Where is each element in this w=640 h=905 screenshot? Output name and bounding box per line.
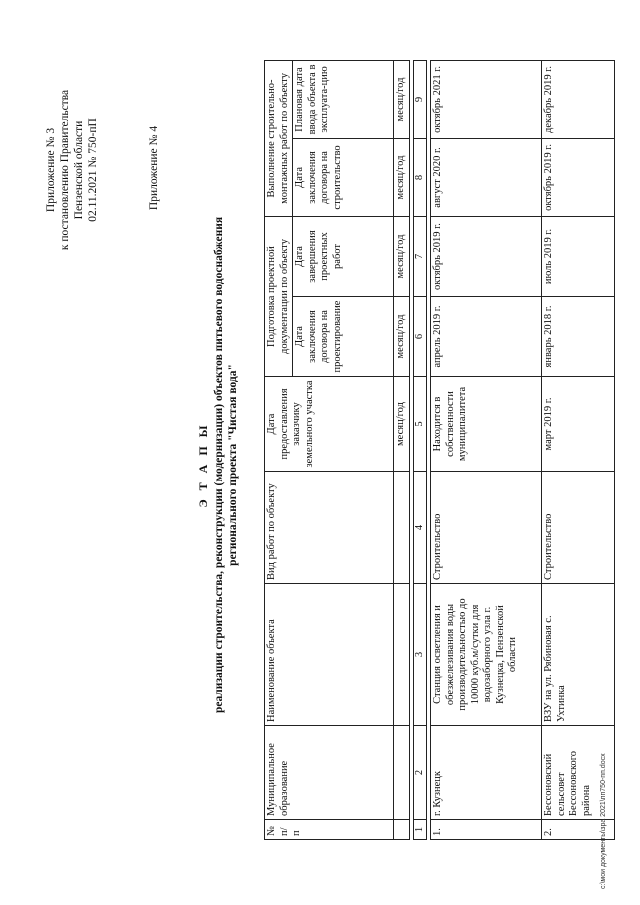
row-design-complete: июль 2019 г.: [542, 216, 615, 296]
unit-cell: месяц/год: [394, 138, 410, 216]
row-object-name: Станция осветления и обезжелезивания воды производительностью до 10000 куб.м/сутки для водозаборного узла г. Кузнецка, Пензенской области: [431, 584, 542, 726]
unit-cell-empty: [394, 726, 410, 820]
row-commission-date: октябрь 2021 г.: [431, 60, 542, 138]
unit-cell-empty: [394, 584, 410, 726]
design-group-header: Подготовка проектной документации по объекту: [265, 216, 293, 376]
annex-label: Приложение № 4: [148, 125, 160, 211]
row-num: 1.: [431, 820, 542, 840]
row-design-contract: апрель 2019 г.: [431, 297, 542, 377]
col-land-date-header: Дата предоставления заказчику земельного участка: [265, 377, 394, 472]
annex-line: к постановлению Правительства: [59, 89, 71, 251]
row-municipality: г. Кузнецк: [431, 726, 542, 820]
col-num-header: № п/п: [265, 820, 394, 840]
unit-cell: месяц/год: [394, 60, 410, 138]
row-commission-date: декабрь 2019 г.: [542, 60, 615, 138]
row-land-date: Находится в собственности муниципалитета: [431, 377, 542, 472]
unit-cell-empty: [394, 820, 410, 840]
row-design-complete: октябрь 2019 г.: [431, 216, 542, 296]
unit-cell: месяц/год: [394, 297, 410, 377]
annex-line: Пензенской области: [73, 120, 85, 220]
col-commission-header: Плановая дата ввода объекта в эксплуата-цию: [293, 60, 394, 138]
row-design-contract: январь 2018 г.: [542, 297, 615, 377]
stages-table: [264, 60, 615, 840]
row-object-name: ВЗУ на ул. Рябиновая с. Ухтинка: [542, 584, 615, 726]
unit-cell-empty: [394, 472, 410, 584]
col-construction-contract-header: Дата заключения договора на строительство: [293, 138, 394, 216]
row-num: 2.: [542, 820, 615, 840]
col-design-contract-header: Дата заключения договора на проектирование: [293, 297, 394, 377]
annex-header: [44, 75, 100, 265]
unit-row: [394, 60, 410, 839]
column-number: 9: [413, 60, 427, 138]
table-row: [542, 60, 615, 839]
column-number: 5: [413, 377, 427, 472]
column-number: 8: [413, 138, 427, 216]
column-number: 6: [413, 297, 427, 377]
document-title: [196, 155, 240, 775]
row-construction-contract: август 2020 г.: [431, 138, 542, 216]
column-number: 7: [413, 216, 427, 296]
title-word: Э Т А П Ы: [196, 422, 210, 508]
col-design-complete-header: Дата завершения проектных работ: [293, 216, 394, 296]
col-object-header: Наименование объекта: [265, 584, 394, 726]
row-land-date: март 2019 г.: [542, 377, 615, 472]
file-path-footer: c:\мои документы\зра 2021\пп750-пп.docx: [600, 753, 607, 889]
table-row: [431, 60, 542, 839]
unit-cell: месяц/год: [394, 216, 410, 296]
col-municipality-header: Муниципальное образование: [265, 726, 394, 820]
annex-line: Приложение № 3: [45, 127, 57, 213]
column-number: 4: [413, 472, 427, 584]
column-number: 1: [413, 820, 427, 840]
title-line: регионального проекта "Чистая вода": [227, 364, 239, 566]
unit-cell: месяц/год: [394, 377, 410, 472]
column-number: 2: [413, 726, 427, 820]
row-work-type: Строительство: [431, 472, 542, 584]
title-line: реализации строительства, реконструкции (модернизации) объектов питьевого водоснабжения: [213, 216, 225, 714]
column-number: 3: [413, 584, 427, 726]
row-municipality: Бессоновский сельсовет Бессоновского района: [542, 726, 615, 820]
construction-group-header: Выполнение строительно-монтажных работ по объекту: [265, 60, 293, 216]
header-row: [265, 60, 293, 839]
column-number-row: [413, 60, 427, 839]
annex-line: 02.11.2021 № 750-пП: [87, 118, 99, 222]
row-construction-contract: октябрь 2019 г.: [542, 138, 615, 216]
col-work-type-header: Вид работ по объекту: [265, 472, 394, 584]
row-work-type: Строительство: [542, 472, 615, 584]
